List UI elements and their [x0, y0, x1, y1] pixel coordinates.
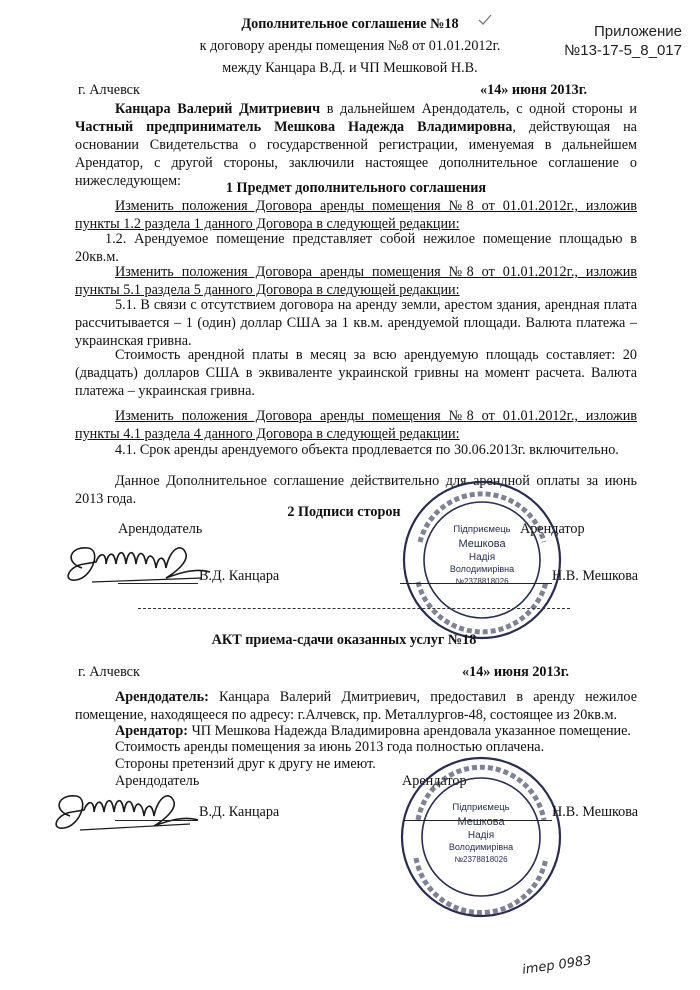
- cost-paragraph: Стоимость арендной платы в месяц за всю арендуемую площадь составляет: 20 (двадцать) долларов США в эквиваленте украинской гривны на момент расчета. Валюта платежа – украинская гривна.: [75, 347, 637, 399]
- intro-paragraph: [75, 100, 637, 190]
- act-landlord-paragraph: [75, 688, 637, 724]
- section-divider: [138, 608, 570, 609]
- tenant-name: Частный предприниматель Мешкова Надежда Владимировна: [75, 119, 513, 135]
- act-tenant-text: ЧП Мешкова Надежда Владимировна арендовала указанное помещение.: [188, 723, 631, 739]
- landlord-name-signature-2: В.Д. Канцара: [199, 804, 280, 820]
- stamp-1-line-2: Мешкова: [458, 538, 506, 550]
- footer-note: imep 0983: [521, 953, 593, 978]
- clause-1-2: 1.2. Арендуемое помещение представляет собой нежилое помещение площадью в 20кв.м.: [75, 231, 637, 265]
- stamp-2-line-3: Надія: [467, 830, 495, 841]
- stamp-1-line-5: №2378818026: [455, 577, 509, 586]
- act-landlord-label: Арендодатель:: [115, 689, 209, 705]
- act-tenant-paragraph: [75, 722, 637, 740]
- stamp-1-line-3: Надія: [468, 552, 496, 563]
- act-title: АКТ приема-сдачи оказанных услуг №18: [211, 632, 477, 648]
- act-landlord-text: Канцара Валерий Дмитриевич, предоставил в аренду нежилое помещение, находящееся по адресу: г.Алчевск, пр. Металлургов-48, состоящее из 20кв.м.: [75, 689, 637, 723]
- clause-4-1: 4.1. Срок аренды арендуемого объекта продлевается по 30.06.2013г. включительно.: [115, 442, 619, 458]
- act-paid: Стоимость аренды помещения за июнь 2013 года полностью оплачена.: [115, 739, 545, 755]
- stamp-2: [398, 754, 564, 920]
- tenant-signature-line-1: [400, 583, 552, 584]
- change-2: Изменить положения Договора аренды помещения №8 от 01.01.2012г., изложив пункты 5.1 раздела 5 данного Договора в следующей редакции:: [75, 264, 637, 298]
- section1-heading: 1 Предмет дополнительного соглашения: [225, 180, 487, 196]
- stamp-1-line-4: Володимирівна: [449, 564, 515, 574]
- document-title: Дополнительное соглашение №18: [241, 16, 459, 32]
- tenant-name-signature-2: Н.В. Мешкова: [552, 804, 639, 820]
- city: г. Алчевск: [78, 82, 140, 98]
- clause-5-1: 5.1. В связи с отсутствием договора на аренду земли, арестом здания, арендная плата рассчитывается – 1 (один) доллар США за 1 кв.м. арендуемой площади. Валюта платежа – украинская гривна.: [75, 297, 637, 349]
- landlord-name-signature-1: В.Д. Канцара: [199, 568, 280, 584]
- appendix-title: Приложение: [594, 23, 682, 40]
- stamp-2-line-4: Володимирівна: [448, 842, 514, 852]
- intro-text-1: в дальнейшем Арендодатель, с одной стороны и: [320, 101, 637, 117]
- stamp-1-line-1: Підприємець: [453, 524, 511, 535]
- change-1: Изменить положения Договора аренды помещения №8 от 01.01.2012г., изложив пункты 1.2 раздела 1 данного Договора в следующей редакции:: [75, 198, 637, 232]
- appendix-number: №13-17-5_8_017: [564, 42, 682, 59]
- tenant-role: Арендатор: [520, 521, 585, 537]
- stamp-2-line-2: Мешкова: [457, 816, 505, 828]
- tenant-name-signature-1: Н.В. Мешкова: [552, 568, 639, 584]
- landlord-signature-2: [50, 788, 200, 840]
- stamp-2-line-1: Підприємець: [452, 802, 510, 813]
- landlord-signature-line-1: [118, 583, 198, 584]
- stamp-2-line-5: №2378818026: [454, 855, 508, 864]
- landlord-signature-line-2: [115, 820, 198, 821]
- tenant-signature-line-2: [404, 820, 552, 821]
- stamp-1: [400, 478, 564, 642]
- change-3: Изменить положения Договора аренды помещения №8 от 01.01.2012г., изложив пункты 4.1 раздела 4 данного Договора в следующей редакции:: [75, 408, 637, 442]
- act-city: г. Алчевск: [78, 664, 140, 680]
- checkmark-icon: [478, 14, 492, 26]
- document-date: «14» июня 2013г.: [480, 82, 588, 98]
- document-subtitle: к договору аренды помещения №8 от 01.01.2012г.: [199, 38, 501, 54]
- act-tenant-label: Арендатор:: [115, 723, 189, 739]
- act-no-claims: Стороны претензий друг к другу не имеют.: [115, 756, 376, 772]
- landlord-name: Канцара Валерий Дмитриевич: [115, 101, 321, 117]
- validity-paragraph: Данное Дополнительное соглашение действительно для арендной оплаты за июнь 2013 года.: [75, 473, 637, 507]
- section2-heading: 2 Подписи сторон: [287, 504, 401, 520]
- landlord-role: Арендодатель: [118, 521, 203, 537]
- act-landlord-role: Арендодатель: [115, 773, 200, 789]
- act-tenant-role: Арендатор: [402, 773, 467, 789]
- intro-text-2: , действующая на основании Свидетельства о государственной регистрации, именуемая в дальнейшем Арендатор, с другой стороны, заключили настоящее дополнительное соглашение о нижеследующем:: [75, 119, 637, 189]
- act-date: «14» июня 2013г.: [462, 664, 570, 680]
- document-parties: между Канцара В.Д. и ЧП Мешковой Н.В.: [222, 60, 478, 76]
